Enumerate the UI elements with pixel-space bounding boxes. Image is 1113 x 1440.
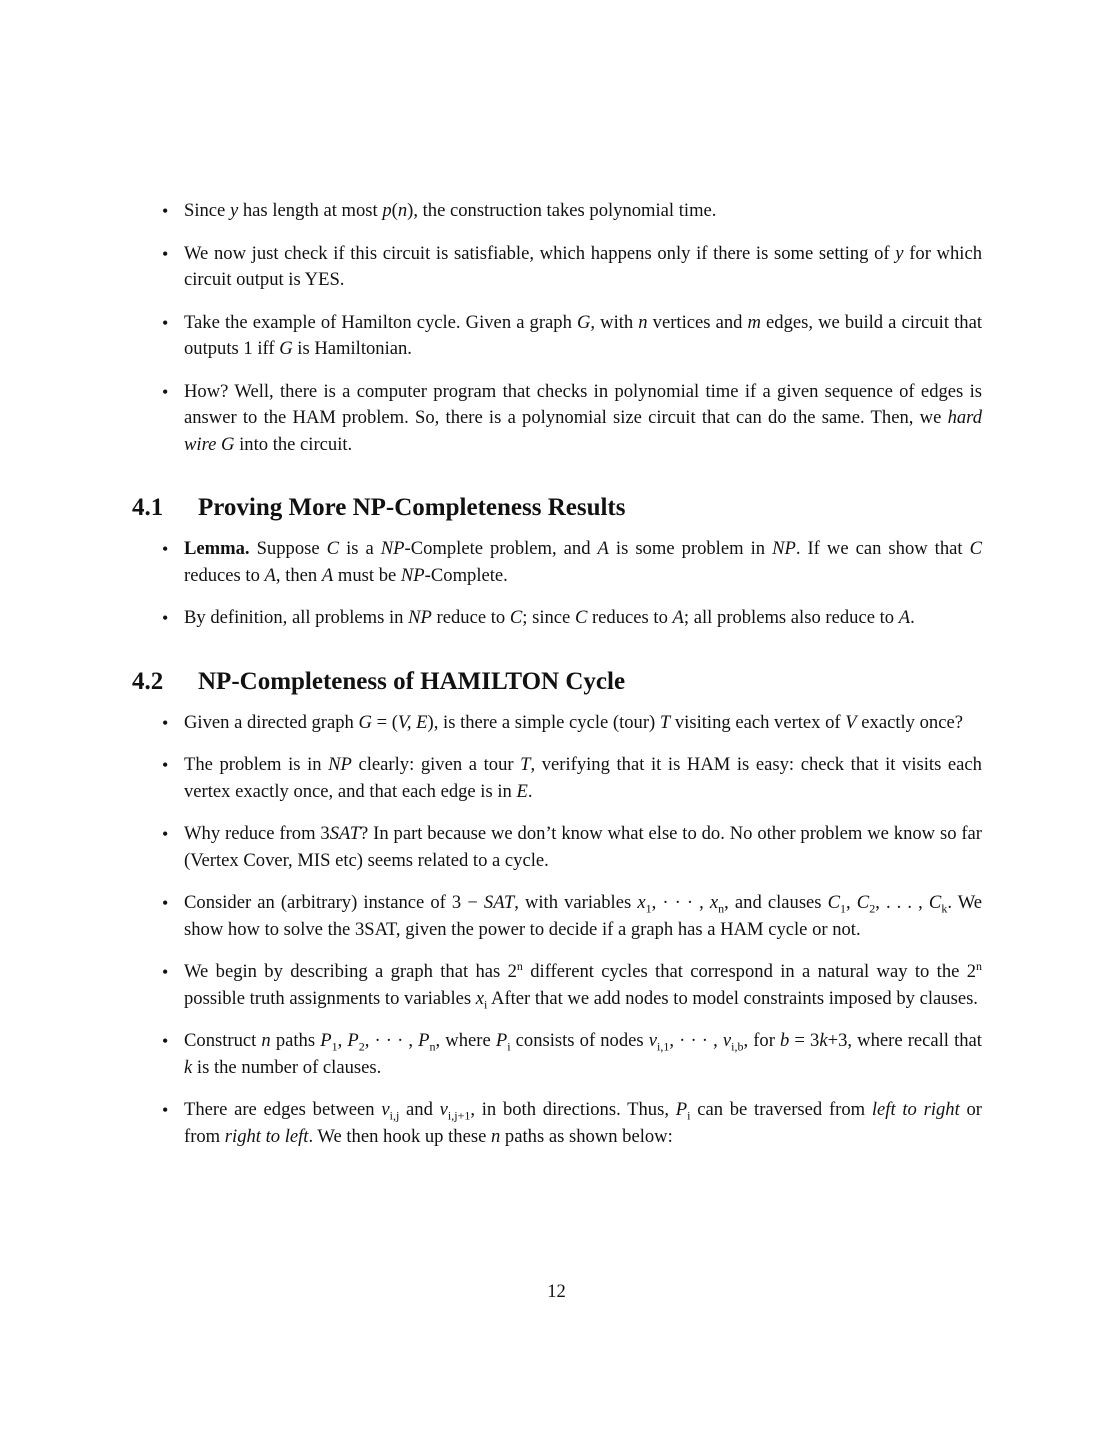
bullet-item: • How? Well, there is a computer program that checks in polynomial time if a given sequence of edges is answer to the HAM problem. So, there is a polynomial size circuit that can do the same. Then, we hard wire G into the circuit.	[132, 379, 982, 459]
page-number: 12	[547, 1281, 566, 1302]
bullet-item: • Why reduce from 3SAT? In part because we don’t know what else to do. No other problem we know so far (Vertex Cover, MIS etc) seems related to a cycle.	[132, 821, 982, 874]
section-title: NP-Completeness of HAMILTON Cycle	[198, 667, 626, 695]
bullet-item: • Given a directed graph G = (V, E), is there a simple cycle (tour) T visiting each vertex of V exactly once?	[132, 710, 982, 737]
section-number: 4.1	[132, 494, 164, 521]
bullet-item: • We now just check if this circuit is satisfiable, which happens only if there is some setting of y for which circuit output is YES.	[132, 241, 982, 294]
bullet-item: • Lemma. Suppose C is a NP-Complete problem, and A is some problem in NP. If we can show that C reduces to A, then A must be NP-Complete.	[132, 536, 982, 589]
bullet-item: • There are edges between $v_{i,j}$ and $v_{i,j+1}$, in both directions. Thus, $P_i$ can be traversed from left to right or from right to left. We then hook up these n paths as shown below:	[132, 1097, 982, 1150]
section-title: Proving More NP-Completeness Results	[198, 494, 626, 521]
bullet-item: • By definition, all problems in NP reduce to C; since C reduces to A; all problems also reduce to A.	[132, 605, 982, 632]
bullet-item: • Since y has length at most p(n), the construction takes polynomial time.	[132, 198, 982, 225]
section-heading-4-2	[132, 666, 982, 698]
bullet-item: • We begin by describing a graph that has 2$^n$ different cycles that correspond in a natural way to the 2$^n$ possible truth assignments to variables $x_i$ After that we add nodes to model constraints imposed by clauses.	[132, 959, 982, 1012]
bullet-list-4-2	[132, 710, 982, 1151]
bullet-item: • Consider an (arbitrary) instance of 3 − SAT, with variables $x_1$, · · · , $x_n$, and clauses $C_1$, $C_2$, . . . , $C_k$. We show how to solve the 3SAT, given the power to decide if a graph has a HAM cycle or not.	[132, 890, 982, 943]
page-content	[132, 198, 982, 1166]
section-number: 4.2	[132, 667, 164, 695]
bullet-item: • Take the example of Hamilton cycle. Given a graph G, with n vertices and m edges, we build a circuit that outputs 1 iff G is Hamiltonian.	[132, 310, 982, 363]
bullet-list-top	[132, 198, 982, 458]
bullet-list-4-1	[132, 536, 982, 632]
bullet-item: • Construct n paths $P_1$, $P_2$, · · · , $P_n$, where $P_i$ consists of nodes $v_{i,1}$, · · · , $v_{i,b}$, for b = 3k+3, where recall that k is the number of clauses.	[132, 1028, 982, 1081]
section-heading-4-1	[132, 492, 982, 524]
bullet-item: • The problem is in NP clearly: given a tour T, verifying that it is HAM is easy: check that it visits each vertex exactly once, and that each edge is in E.	[132, 752, 982, 805]
